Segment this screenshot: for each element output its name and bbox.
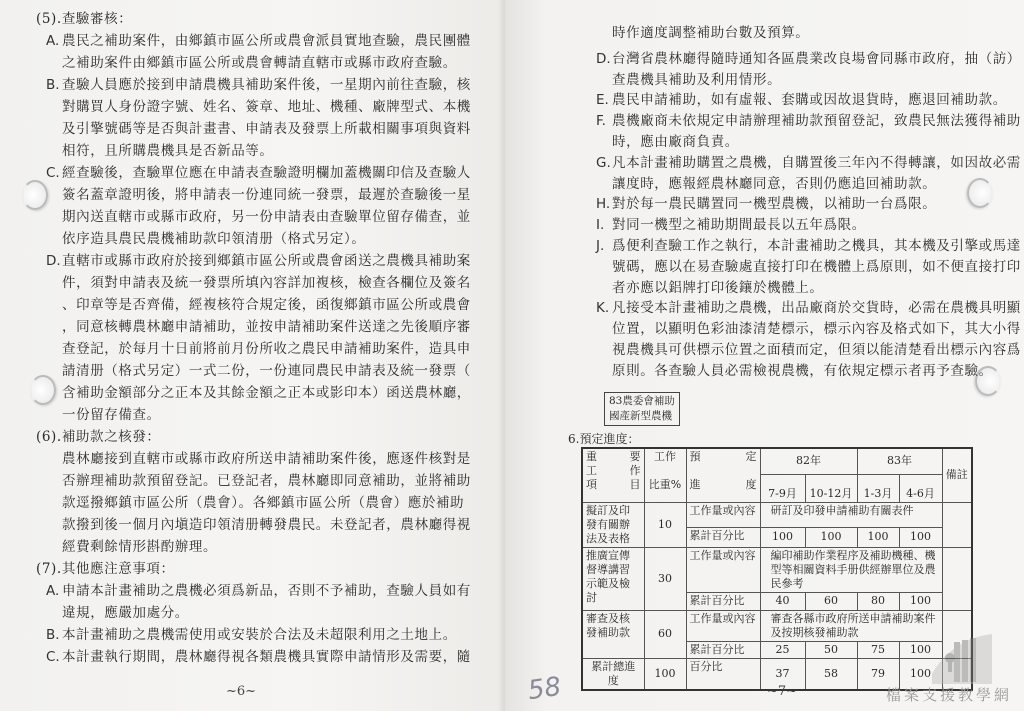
text-line: ，同意核轉農林廳申請補助，並按申請補助案件送達之先後順序審 — [62, 319, 471, 335]
item-label: C. — [46, 165, 60, 181]
text-line: 請清册（格式另定）一式二份，一份連同農民申請表及統一發票（ — [62, 363, 471, 379]
row-pct: 100 — [899, 592, 942, 610]
total-weight: 100 — [644, 658, 686, 690]
header-item: 重 要 工 作 項 目 — [582, 448, 644, 502]
item-label: D. — [596, 50, 611, 67]
text-line: 讓度時，應報經農林廳同意，否則仍應追回補助款。 — [612, 175, 937, 192]
text-line: 視農機具可供標示位置之面積而定，但須以能清楚看出標示內容爲 — [612, 342, 1021, 358]
text-line: 查驗人員應於接到申請農機具補助案件後，一星期內前往查驗，核 — [62, 77, 471, 93]
row-pct: 75 — [857, 641, 899, 658]
item-label: A. — [46, 583, 60, 599]
text-line: 本計畫執行期間，農林廳得視各類農機具實際申請情形及需要，隨 — [62, 649, 471, 665]
header-progress: 預 定 進 度 — [686, 448, 760, 502]
row-pct-label: 累計百分比 — [686, 528, 760, 547]
text-line: 農林廳接到直轄市或縣市政府所送申請補助案件後，應逐件核對是 — [62, 451, 471, 467]
item-label: K. — [596, 300, 610, 317]
watermark — [886, 634, 1012, 705]
table-row — [582, 502, 972, 528]
item-label: E. — [596, 92, 609, 109]
item-label: C. — [46, 649, 60, 665]
archive-books-icon — [932, 634, 992, 684]
total-label: 百分比 — [686, 658, 760, 690]
row-pct: 100 — [899, 641, 942, 658]
text-line: 查登記，於每月十日前將前月份所收之農民申請補助案件，造具申 — [62, 341, 471, 357]
row-pct-label: 累計百分比 — [686, 641, 760, 658]
text-line: 對購買人身份證字號、姓名、簽章、地址、機種、廠牌型式、本機 — [62, 99, 471, 115]
row-content: 編印補助作業程序及補助機種、機型等相關資料手册供經辦單位及農民參考 — [760, 547, 942, 592]
text-line: 台灣省農林廳得隨時通知各區農業改良場會同縣市政府，抽（訪） — [612, 50, 1021, 67]
row-weight: 60 — [644, 610, 686, 658]
row-item: 擬訂及印發有關辦法及表格 — [582, 502, 644, 547]
row-item: 審查及核發補助款 — [582, 610, 644, 658]
item-label: F. — [596, 113, 606, 130]
text-line: 簽名蓋章證明後，將申請表一份連同統一發票，最遲於查驗後一星 — [62, 187, 471, 203]
total-pct: 58 — [805, 658, 857, 690]
text-line: 凡接受本計畫補助之農機，出品廠商於交貨時，必需在農機具明顯 — [612, 300, 1021, 317]
text-line: 者亦應以鋁牌打印後鑲於機體上。 — [612, 279, 824, 296]
binding-hole-icon — [22, 180, 48, 210]
header-remark: 備註 — [942, 448, 972, 502]
item-label: G. — [596, 154, 611, 171]
label-sample-line: 國產新型農機 — [609, 410, 672, 422]
row-weight: 10 — [644, 502, 686, 547]
section-heading: (5).查驗審核： — [36, 11, 133, 27]
schedule-title: 6.預定進度： — [568, 432, 640, 446]
text-line: 之補助案件由鄉鎮市區公所或農會轉請直轄市或縣市政府查驗。 — [62, 55, 457, 71]
text-line: 號碼，應以在易查驗處直接打印在機體上爲原則，如不便直接打印 — [612, 258, 1021, 275]
total-pct: 37 — [760, 658, 805, 690]
text-line: 期內送直轄市或縣市政府，另一份申請表由查驗單位留存備查，並 — [62, 209, 471, 225]
text-line: 對同一機型之補助期間最長以五年爲限。 — [612, 217, 866, 234]
row-pct: 80 — [857, 592, 899, 610]
header-period: 1-3月 — [857, 474, 899, 502]
label-sample-box — [604, 392, 680, 426]
item-label: B. — [46, 77, 60, 93]
page-number: ~7~ — [767, 684, 798, 699]
text-line: 、印章等是否齊備，經複核符合規定後，函復鄉鎮市區公所或農會 — [62, 297, 471, 313]
row-pct: 50 — [805, 641, 857, 658]
row-remark — [942, 547, 972, 610]
text-line: 農民申請補助，如有虛報、套購或因故退貨時，應退回補助款。 — [612, 92, 1007, 109]
left-page — [0, 0, 505, 711]
row-pct: 100 — [857, 528, 899, 547]
row-content-label: 工作量或內容 — [686, 610, 760, 641]
row-pct: 40 — [760, 592, 805, 610]
header-period: 10-12月 — [805, 474, 857, 502]
row-pct: 100 — [805, 528, 857, 547]
text-line: 農機廠商未依規定申請辦理補助款預留登記，致農民無法獲得補助 — [612, 113, 1021, 130]
section-heading: (7).其他應注意事項： — [36, 561, 175, 577]
item-label: A. — [46, 33, 60, 49]
row-weight: 30 — [644, 547, 686, 610]
row-pct: 60 — [805, 592, 857, 610]
binding-hole-icon — [967, 178, 993, 208]
page-number: ~6~ — [226, 684, 257, 699]
text-line: 爲便利查驗工作之執行，本計畫補助之機具，其本機及引擎或馬達 — [612, 238, 1021, 254]
total-item: 累計總進度 — [582, 658, 644, 690]
text-line: 申請本計畫補助之農機必須爲新品，否則不予補助，查驗人員如有 — [62, 583, 471, 599]
text-line: 本計畫補助之農機需使用或安裝於合法及未超限利用之土地上。 — [62, 627, 457, 643]
text-line: 原則。各查驗人員必需檢視農機，有依規定標示者再予查驗。 — [612, 362, 993, 379]
row-pct: 25 — [760, 641, 805, 658]
text-line: 經費剩餘情形斟酌辦理。 — [62, 539, 218, 555]
text-line: 農民之補助案件，由鄉鎮市區公所或農會派員實地查驗，農民團體 — [62, 33, 471, 49]
item-label: H. — [596, 196, 611, 213]
text-line: 經查驗後，查驗單位應在申請表查驗證明欄加蓋機關印信及查驗人 — [62, 165, 471, 181]
total-pct: 100 — [899, 658, 942, 690]
item-label: B. — [46, 627, 60, 643]
text-line: 及引擎號碼等是否與計畫書、申請表及發票上所載相關事項與資料 — [62, 121, 471, 137]
text-line: 查農機具補助及利用情形。 — [612, 71, 782, 88]
row-pct: 100 — [899, 528, 942, 547]
text-line: 凡本計畫補助購置之農機，自購置後三年內不得轉讓，如因故必需 — [612, 154, 1021, 171]
header-period: 4-6月 — [899, 474, 942, 502]
row-pct-label: 累計百分比 — [686, 592, 760, 610]
row-remark — [942, 502, 972, 547]
text-line: 時作適度調整補助台數及預算。 — [612, 25, 810, 41]
item-label: I. — [596, 217, 605, 234]
table-row — [582, 547, 972, 592]
text-line: 相符，且所購農機具是否新品等。 — [62, 143, 274, 159]
item-label: J. — [596, 238, 605, 254]
text-line: 款逕撥鄉鎮市區公所（農會）。各鄉鎮市區公所（農會）應於補助 — [62, 495, 465, 511]
row-content-label: 工作量或內容 — [686, 547, 760, 592]
text-line: 一份留存備查。 — [62, 407, 161, 423]
table-header-row — [582, 448, 972, 474]
header-year-82: 82年 — [760, 448, 857, 474]
text-line: 時，應由廠商負責。 — [612, 134, 739, 150]
text-line: 款撥到後一個月內塡造印領清册轉發農民。未登記者，農林廳得視 — [62, 517, 471, 533]
text-line: 依序造具農民農機補助款印領清册（格式另定）。 — [62, 231, 366, 247]
text-line: 否辦理補助款預留登記。已登記者，農林廳即同意補助，並將補助 — [62, 473, 471, 489]
row-content: 審查各縣市政府所送申請補助案件及按期核發補助款 — [760, 610, 942, 641]
row-content-label: 工作量或內容 — [686, 502, 760, 528]
handwritten-note: 58 — [526, 671, 564, 707]
row-item: 推廣宣傳督導講習示範及檢討 — [582, 547, 644, 610]
text-line: 違規，應嚴加處分。 — [62, 605, 189, 621]
row-content: 研訂及印發申請補助有關表件 — [760, 502, 942, 528]
text-line: 直轄市或縣市政府於接到鄉鎮市區公所或農會函送之農機具補助案 — [62, 253, 471, 269]
text-line: 對於每一農民購置同一機型農機，以補助一台爲限。 — [612, 196, 937, 213]
item-label: D. — [46, 253, 61, 269]
binding-hole-icon — [30, 375, 56, 405]
text-line: 位置，以顯明色彩油漆清楚標示，標示內容及格式如下，其大小得 — [612, 321, 1021, 338]
text-line: 件，須對申請表及統一發票所填內容詳加複核，檢查各欄位及簽名 — [62, 275, 471, 291]
watermark-text: 檔案支援教學網 — [885, 686, 1012, 704]
total-pct: 79 — [857, 658, 899, 690]
row-pct: 100 — [760, 528, 805, 547]
label-sample-line: 83農委會補助 — [609, 395, 675, 407]
text-line: 含補助金額部分之正本及其餘金額之正本或影印本）函送農林廳， — [62, 385, 471, 401]
header-period: 7-9月 — [760, 474, 805, 502]
header-year-83: 83年 — [857, 448, 942, 474]
header-weight: 工作 比重% — [644, 448, 686, 502]
section-heading: (6).補助款之核發： — [36, 429, 161, 445]
